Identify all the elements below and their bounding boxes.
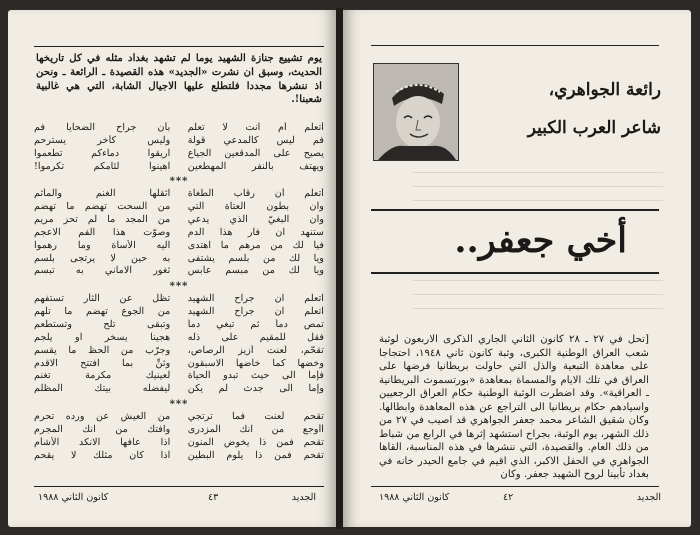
right-page xyxy=(343,10,691,527)
left-page xyxy=(8,10,336,527)
stanza-separator: *** xyxy=(169,176,189,187)
bleed-through xyxy=(413,200,663,201)
footer-magazine: الجديد xyxy=(636,492,661,503)
page-number: ٤٣ xyxy=(208,492,219,503)
footer-rule xyxy=(371,486,659,487)
intro-paragraph: [تحل في ٢٧ ـ ٢٨ كانون الثاني الجاري الذكرى الاربعون لوثبة شعب العراق الوطنية الكبرى، وثبة كانون ثاني ١٩٤٨، احتجاجا على معاهدة التبعية والذل التي حاولت بريطانيا فرضها على العراق في تلك الايام والمسماة بمعاهدة «بورتسموث البريطانية ـ العراقية». وقد اضطرت الوثبة الوطنية حكام العراق الرجعيين واسيادهم حكام بريطانيا الى التراجع عن هذه المعاهدة وابطالها. وكان شقيق الشاعر محمد جعفر الجواهري قد اصيب في ٢٧ من ذلك الشهر، يوم الوثبة، بجراح استشهد إثرها في الرابع من شباط من ذلك العام. والقصيدة، التي ننشرها في هذه المناسبة، القاها الجواهري في الحفل الاكبر، الذي اقيم في جامع الحيدر خانه في بغداد تأبينا لروح الشهيد جعفر. وكان xyxy=(379,334,650,480)
footer-magazine: الجديد xyxy=(291,492,316,503)
bleed-through xyxy=(413,294,663,295)
poem-title: أخي جعفر.. xyxy=(454,220,627,261)
bleed-through xyxy=(413,280,663,281)
stanza-separator: *** xyxy=(169,281,189,292)
poem-stanza-1: أتعلم أم انت لا تعلم بأن جراح الضحايا فم فم ليس كالمدعي قولة وليس كآخر يسترحم يصيح على المدقعين الجياع اريقوا دماءكم تطعموا ويهتف بالنفر المهطعين اهينوا لئامكم تكرموا! xyxy=(34,122,324,172)
title-rule-top xyxy=(371,209,659,211)
top-rule xyxy=(34,46,324,47)
poem-stanza-2: أتعلم أن رقاب الطغاة اثقلها الغنم والمأثم وان بطون العتاة التي من السحت تهضم ما تهضم وان البغيّ الذي يدعي من المجد ما لم تحز مريم ستنهد ان فار هذا الدم وصوّت هذا الفم الاعجم فيا لك من مرهم ما اهتدى اليه الأساة وما رهموا ويا لك من بلسم يشتفى به حين لا يرتجى بلسم ويا لك من مبسم عابس ثغور الاماني به تبسم xyxy=(34,188,324,277)
page-number: ٤٢ xyxy=(503,492,514,503)
bleed-through xyxy=(413,172,663,173)
bleed-through xyxy=(413,186,663,187)
footer-date: كانون الثاني ١٩٨٨ xyxy=(379,492,450,503)
headline-line-1: رائعة الجواهري، xyxy=(548,80,661,100)
footer-rule xyxy=(34,486,324,487)
bleed-through xyxy=(413,308,663,309)
title-rule-bottom xyxy=(371,272,659,274)
poet-portrait xyxy=(373,63,459,161)
book-gutter xyxy=(336,8,343,529)
footer-date: كانون الثاني ١٩٨٨ xyxy=(38,492,109,503)
stanza-separator: *** xyxy=(169,399,189,410)
intro-paragraph: يوم تشييع جنازة الشهيد يوما لم تشهد بغداد مثله في كل تاريخها الحديث، وسبق ان نشرت «الجديد» هذه القصيدة ـ الرائعة ـ ونحن اذ ننشرها مجددا فلتطلع عليها الاجيال الشابة، التي هي غالبية شعبنا!. xyxy=(36,52,322,106)
headline-line-2: شاعر العرب الكبير xyxy=(527,118,661,138)
top-rule xyxy=(371,45,659,46)
poem-stanza-4: تقحم لُعنت فما ترتجي من العيش عن ورده تحرم أأوجع من انك المزدرى وافتك من انك المجرم تقحم فمن ذا يخوض المنون اذا عافها الانكد الأشأم تقحم فمن ذا يلوم البطين اذا كان مثلك لا يقحم xyxy=(34,411,324,461)
portrait-illustration xyxy=(374,64,458,160)
poem-stanza-3: اتعلم ان جراح الشهيد تظل عن الثأر تستفهم اتعلم ان جراح الشهيد من الجوع تهضم ما تلهم تمص دماً ثم تبغي دماً وتبقى تلح وتستطعم فقل للمقيم على ذله هجينا يسخر او يلجم تقحّم، لُعنت أزيز الرصاص، وجرّب من الحظ ما يقسم وخضها كما خاضها الاسبقون وثنِّ بما افتتح الاقدم فإما الى حيث تبدو الحياة لعينيك مكرمة تغنم وإما الى جدث لم يكن ليفضله بيتك المظلم xyxy=(34,293,324,395)
